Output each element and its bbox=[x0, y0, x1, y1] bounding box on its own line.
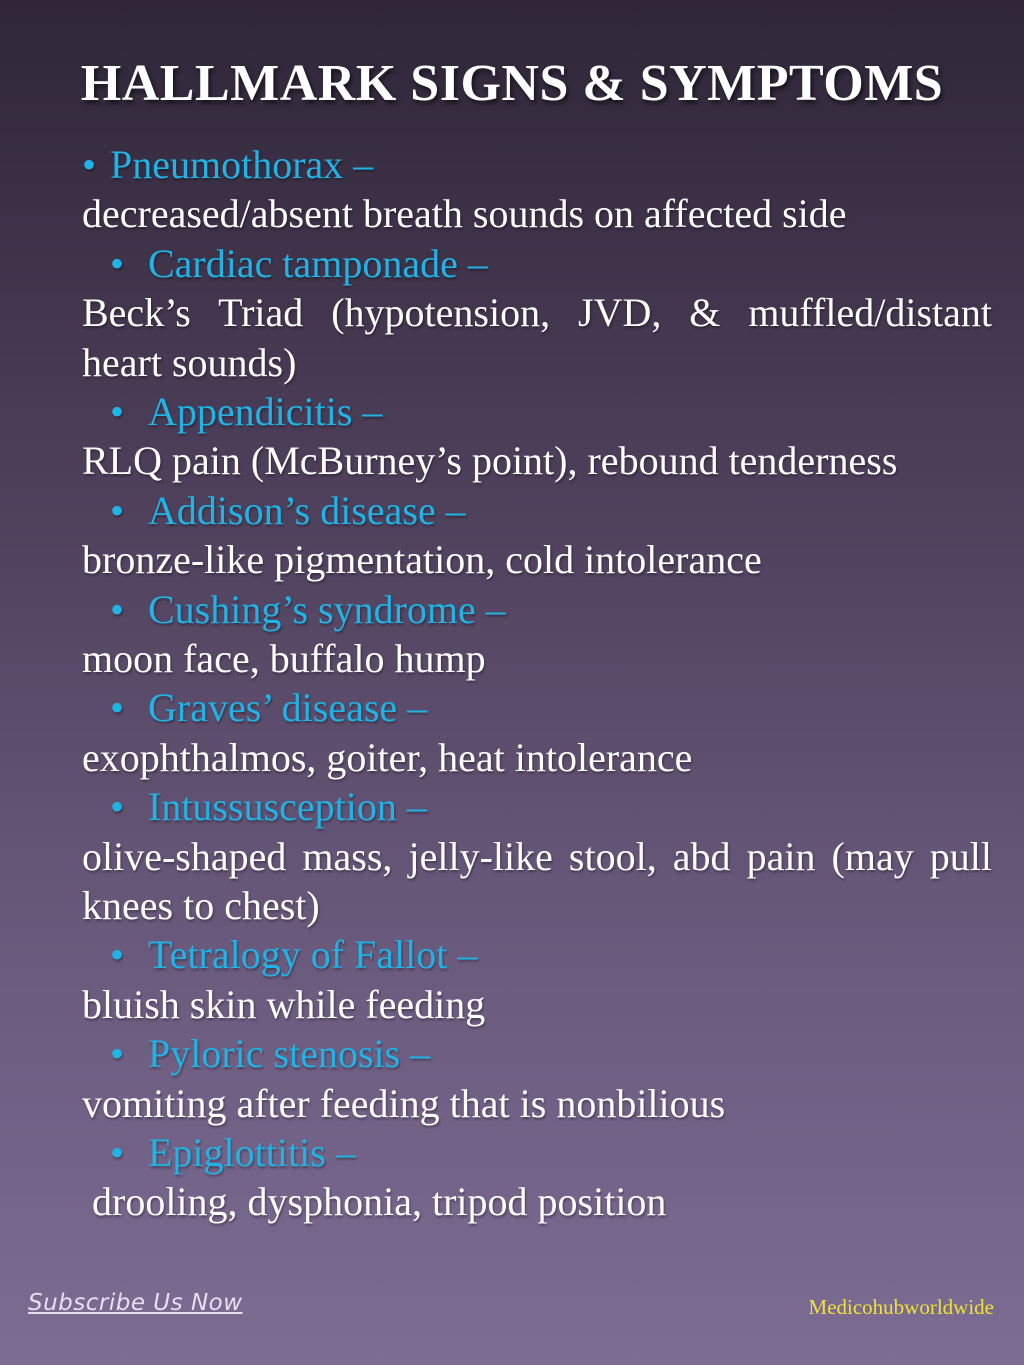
condition-name: Cardiac tamponade – bbox=[148, 240, 488, 286]
condition-name: Epiglottitis – bbox=[148, 1129, 356, 1175]
list-item-pyloric-stenosis bbox=[82, 1029, 992, 1128]
bullet-icon: • bbox=[110, 389, 125, 434]
condition-heading bbox=[82, 1029, 992, 1078]
condition-signs: Beck’s Triad (hypotension, JVD, & muffled/distant heart sounds) bbox=[82, 290, 992, 385]
bullet-icon: • bbox=[110, 1031, 125, 1077]
condition-signs: bluish skin while feeding bbox=[82, 981, 486, 1027]
list-item-appendicitis bbox=[82, 387, 992, 486]
condition-heading bbox=[82, 585, 992, 634]
page-title: HALLMARK SIGNS & SYMPTOMS bbox=[80, 55, 944, 112]
bullet-icon: • bbox=[82, 142, 97, 187]
subscribe-link[interactable]: Subscribe Us Now bbox=[28, 1290, 243, 1316]
bullet-icon: • bbox=[110, 784, 125, 830]
list-item-intussusception bbox=[82, 782, 992, 930]
list-item-addisons-disease bbox=[82, 486, 992, 585]
condition-heading bbox=[82, 782, 992, 831]
condition-name: Intussusception – bbox=[148, 784, 427, 830]
condition-heading bbox=[82, 1128, 992, 1177]
condition-signs: drooling, dysphonia, tripod position bbox=[92, 1179, 667, 1225]
list-item-graves-disease bbox=[82, 683, 992, 782]
list-item-pneumothorax bbox=[82, 140, 992, 239]
condition-name: Pneumothorax – bbox=[110, 142, 374, 187]
bullet-icon: • bbox=[110, 487, 125, 533]
list-item-tetralogy-of-fallot bbox=[82, 930, 992, 1029]
condition-heading bbox=[82, 930, 992, 979]
bullet-icon: • bbox=[110, 932, 125, 978]
condition-name: Addison’s disease – bbox=[148, 487, 466, 533]
condition-signs: decreased/absent breath sounds on affected side bbox=[82, 191, 847, 237]
condition-name: Graves’ disease – bbox=[148, 685, 428, 731]
list-item-cardiac-tamponade bbox=[82, 239, 992, 387]
condition-heading bbox=[82, 683, 992, 732]
condition-signs: bronze-like pigmentation, cold intolerance bbox=[82, 537, 762, 583]
bullet-icon: • bbox=[110, 240, 125, 286]
condition-heading bbox=[82, 486, 992, 535]
condition-signs: exophthalmos, goiter, heat intolerance bbox=[82, 734, 693, 780]
bullet-icon: • bbox=[110, 586, 125, 632]
condition-name: Cushing’s syndrome – bbox=[148, 586, 506, 632]
condition-signs: olive-shaped mass, jelly-like stool, abd pain (may pull knees to chest) bbox=[82, 833, 992, 928]
list-item-cushings-syndrome bbox=[82, 585, 992, 684]
condition-name: Pyloric stenosis – bbox=[148, 1031, 431, 1077]
list-item-epiglottitis bbox=[82, 1128, 992, 1227]
condition-signs: RLQ pain (McBurney’s point), rebound tenderness bbox=[82, 438, 898, 484]
bullet-icon: • bbox=[110, 1129, 125, 1175]
brand-watermark: Medicohubworldwide bbox=[808, 1295, 994, 1319]
bullet-icon: • bbox=[110, 685, 125, 731]
condition-heading bbox=[82, 387, 992, 436]
condition-heading bbox=[82, 140, 992, 189]
condition-name: Appendicitis – bbox=[148, 389, 383, 434]
symptom-list bbox=[82, 140, 992, 1227]
condition-signs: vomiting after feeding that is nonbilious bbox=[82, 1080, 726, 1126]
condition-signs: moon face, buffalo hump bbox=[82, 635, 486, 681]
condition-heading bbox=[82, 239, 992, 288]
condition-name: Tetralogy of Fallot – bbox=[148, 932, 478, 978]
